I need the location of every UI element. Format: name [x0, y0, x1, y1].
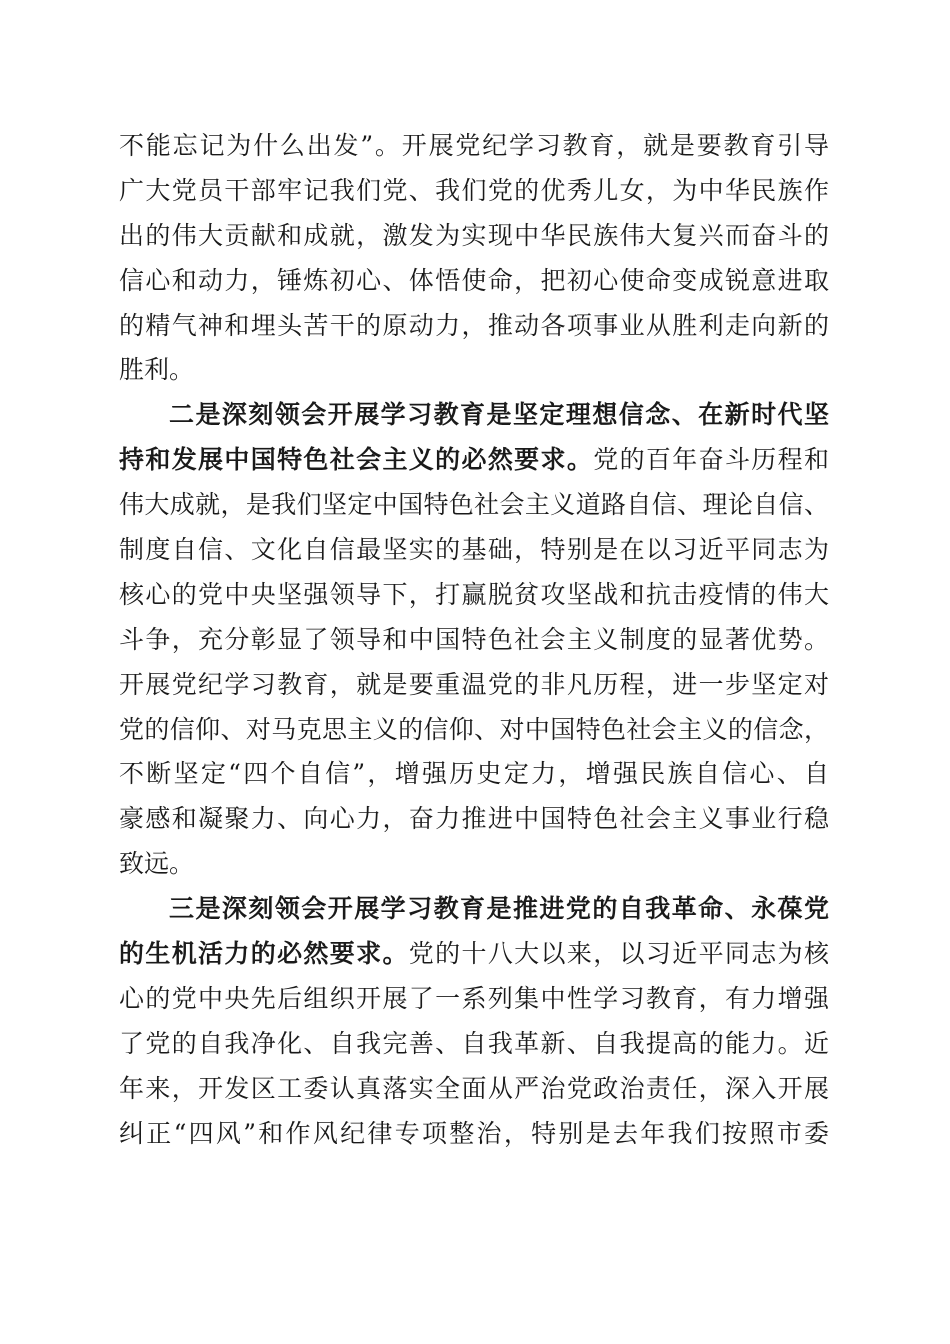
text-line: 不能忘记为什么出发”。开展党纪学习教育，就是要教育引导	[119, 131, 829, 160]
paragraph-2	[119, 393, 829, 887]
text-line: 开展党纪学习教育，就是要重温党的非凡历程，进一步坚定对	[119, 669, 829, 699]
text-line: 出的伟大贡献和成就，激发为实现中华民族伟大复兴而奋斗的	[119, 220, 829, 250]
text-line: 心的党中央先后组织开展了一系列集中性学习教育，有力增强	[119, 983, 829, 1013]
text-line: 致远。	[119, 849, 195, 879]
mixed-line	[119, 932, 829, 977]
text-line: 不断坚定“四个自信”，增强历史定力，增强民族自信心、自	[119, 759, 829, 789]
text-line: 信心和动力，锤炼初心、体悟使命，把初心使命变成锐意进取	[119, 265, 829, 295]
text-line: 党的信仰、对马克思主义的信仰、对中国特色社会主义的信念，	[119, 714, 829, 744]
paragraph-1	[119, 124, 829, 393]
text-line: 了党的自我净化、自我完善、自我革新、自我提高的能力。近	[119, 1028, 829, 1058]
text-line: 制度自信、文化自信最坚实的基础，特别是在以习近平同志为	[119, 535, 829, 565]
text-line: 斗争，充分彰显了领导和中国特色社会主义制度的显著优势。	[119, 624, 829, 654]
bold-heading-text: 的生机活力的必然要求。	[119, 939, 409, 969]
text-line: 纠正“四风”和作风纪律专项整治，特别是去年我们按照市委	[119, 1118, 829, 1148]
paragraph-3	[119, 887, 829, 1156]
text-line: 核心的党中央坚强领导下，打赢脱贫攻坚战和抗击疫情的伟大	[119, 579, 829, 609]
bold-heading-text: 持和发展中国特色社会主义的必然要求。	[119, 445, 594, 475]
document-page	[119, 124, 829, 1156]
text-line: 广大党员干部牢记我们党、我们党的优秀儿女，为中华民族作	[119, 175, 829, 205]
bold-heading-line: 三是深刻领会开展学习教育是推进党的自我革命、永葆党	[169, 894, 829, 924]
bold-heading-line: 二是深刻领会开展学习教育是坚定理想信念、在新时代坚	[169, 400, 829, 430]
text-line: 年来，开发区工委认真落实全面从严治党政治责任，深入开展	[119, 1073, 829, 1103]
body-text: 党的百年奋斗历程和	[593, 445, 829, 475]
mixed-line	[119, 438, 829, 483]
text-line: 胜利。	[119, 355, 195, 385]
text-line: 伟大成就，是我们坚定中国特色社会主义道路自信、理论自信、	[119, 490, 829, 520]
text-line: 的精气神和埋头苦干的原动力，推动各项事业从胜利走向新的	[119, 310, 829, 340]
text-line: 豪感和凝聚力、向心力，奋力推进中国特色社会主义事业行稳	[119, 804, 829, 834]
body-text: 党的十八大以来，以习近平同志为核	[408, 939, 829, 969]
